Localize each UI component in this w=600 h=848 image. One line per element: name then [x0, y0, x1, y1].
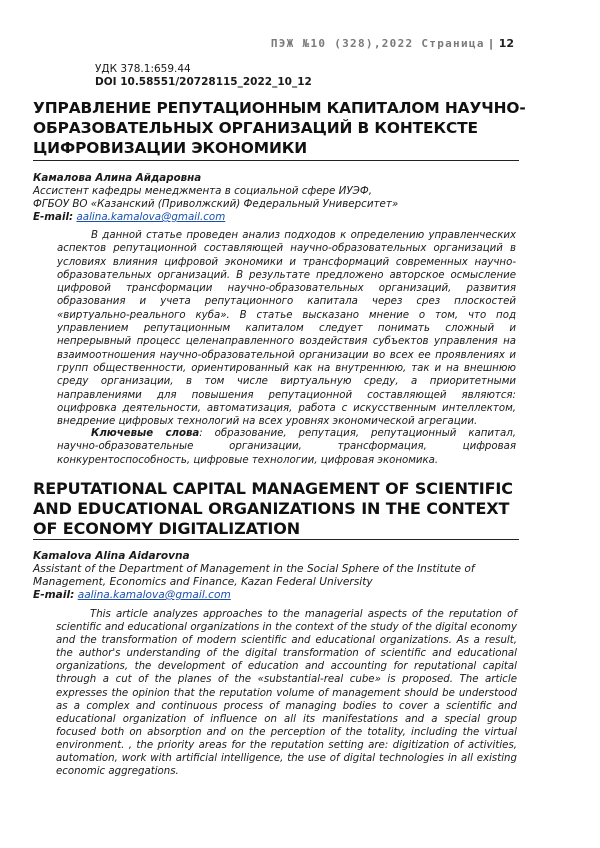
keywords-text: : образование, репутация, репутационный капитал, научно-образовательные организации, трансформация, цифровая конкурентоспособность, цифровые технологии, цифровая экономика.: [57, 428, 516, 466]
title-en: REPUTATIONAL CAPITAL MANAGEMENT OF SCIENTIFIC AND EDUCATIONAL ORGANIZATIONS IN THE CONTEXT OF ECONOMY DIGITALIZATION: [33, 479, 513, 538]
journal-issue: ПЭЖ №10 (328),2022 Страница: [270, 37, 485, 50]
running-header: [271, 37, 514, 50]
email-row-en: [33, 589, 523, 602]
email-link-ru[interactable]: aalina.kamalova@gmail.com: [76, 211, 226, 223]
abstract-ru: В данной статье проведен анализ подходов к определению управленческих аспектов репутационной составляющей научно-образовательных организаций в условиях влияния цифровой экономики и трансформаций современных научно-образовательных организаций. В результате предложено авторское осмысление цифровой трансформации научно-образовательных организаций, развития образования и учета репутационного капитала через срез плоскостей «виртуально-реального куба». В статье высказано мнение о том, что под управлением репутационным капиталом следует понимать сложный и непрерывный процесс целенаправленного воздействия субъектов управления на взаимоотношения научно-образовательной организации во всех ее проявлениях и групп общественности, ориентированный как на внутреннюю, так и на внешнюю среду организации, в том числе виртуальную среду, а приоритетными направлениями для повышения репутационной составляющей являются: оцифровка деятельности, автоматизация, работа с искусственным интеллектом, внедрение цифровых технологий на всех уровнях экономической агрегации.: [57, 230, 516, 428]
author-block-ru: [33, 172, 523, 224]
doi: DOI 10.58551/20728115_2022_10_12: [95, 76, 312, 88]
affiliation-ru-line1: Ассистент кафедры менеджмента в социальной сфере ИУЭФ,: [33, 185, 372, 197]
email-label-en: E-mail:: [33, 589, 75, 601]
abstract-en: This article analyzes approaches to the managerial aspects of the reputation of scientific and educational organizations in the context of the study of the digital economy and the transformation of modern scientific and educational organizations. As a result, the author's understanding of the digital transformation of scientific and educational organizations, the development of education and accounting for reputational capital through a cut of the planes of the «substantial-real cube» is proposed. The article expresses the opinion that the reputation volume of management should be understood as a complex and continuous process of managing bodies to cover a scientific and educational organization of influence on all its manifestations and a special group focused both on absorption and on the perception of the totality, including the virtual environment. , the priority areas for the reputation setting are: digitization of activities, automation, work with artificial intelligence, the use of digital technologies in all existing economic aggregations.: [56, 609, 517, 778]
title-ru: УПРАВЛЕНИЕ РЕПУТАЦИОННЫМ КАПИТАЛОМ НАУЧНО-ОБРАЗОВАТЕЛЬНЫХ ОРГАНИЗАЦИЙ В КОНТЕКСТЕ ЦИФРОВИЗАЦИИ ЭКОНОМИКИ: [33, 99, 526, 157]
email-row-ru: [33, 211, 523, 224]
udk-code: УДК 378.1:659.44: [95, 63, 191, 75]
page-number: 12: [498, 37, 514, 50]
keywords-ru: [57, 427, 516, 467]
author-name-en: Kamalova Alina Aidarovna: [33, 550, 190, 562]
email-label-ru: E-mail:: [33, 211, 74, 223]
keywords-label: Ключевые слова: [91, 428, 200, 439]
author-block-en: [33, 550, 523, 602]
title-underline-en: [33, 539, 519, 540]
header-separator: |: [487, 37, 496, 50]
affiliation-ru-line2: ФГБОУ ВО «Казанский (Приволжский) Федеральный Университет»: [33, 198, 399, 210]
email-link-en[interactable]: aalina.kamalova@gmail.com: [77, 589, 231, 601]
affiliation-en: Assistant of the Department of Management in the Social Sphere of the Institute of Management, Economics and Finance, Kazan Federal University: [33, 563, 475, 588]
title-underline-ru: [33, 160, 519, 161]
author-name-ru: Камалова Алина Айдаровна: [33, 172, 202, 184]
